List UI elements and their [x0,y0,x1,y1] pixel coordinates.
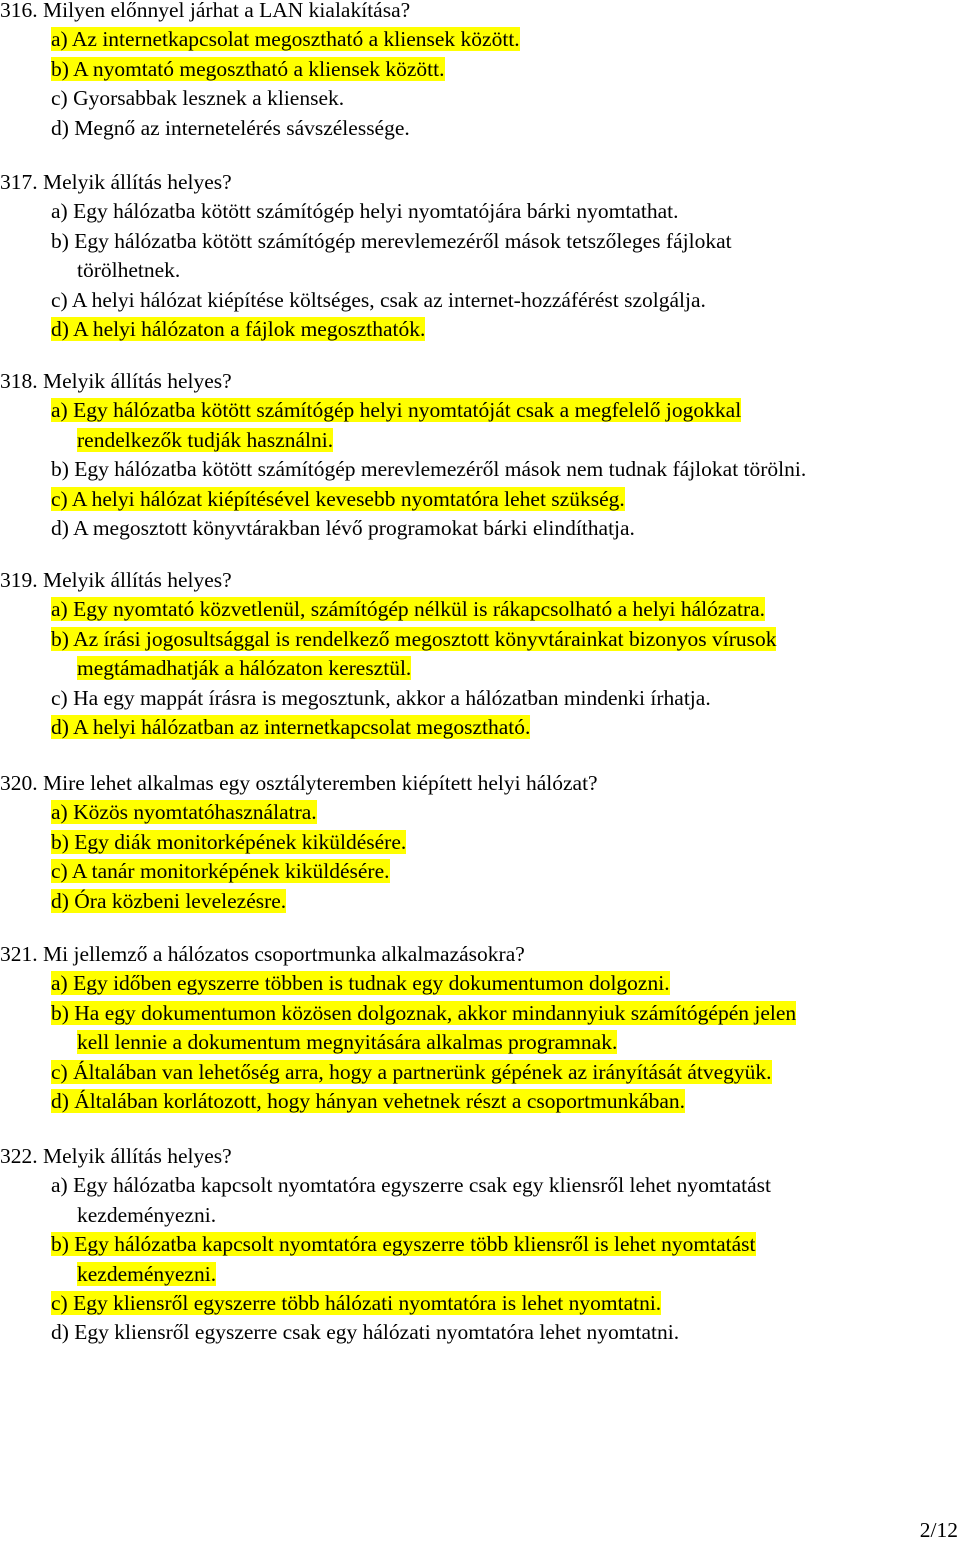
answer-option: d) A helyi hálózaton a fájlok megoszthatók. [51,316,426,341]
question-320 [0,769,960,916]
answer-continuation: kezdeményezni. [77,1202,217,1227]
question-321 [0,940,960,1116]
page-number: 2/12 [919,1518,958,1542]
answer-option: a) Az internetkapcsolat megosztható a kliensek között. [51,27,520,52]
answer-option: c) A helyi hálózat kiépítésével kevesebb nyomtatóra lehet szükség. [51,486,625,511]
answer-option: b) Egy hálózatba kötött számítógép merevlemezéről mások nem tudnak fájlokat törölni. [51,457,807,482]
question-title: 319. Melyik állítás helyes? [0,568,232,592]
question-title: 320. Mire lehet alkalmas egy osztályteremben kiépített helyi hálózat? [0,771,598,795]
answer-option: d) A helyi hálózatban az internetkapcsolat megosztható. [51,714,531,739]
answer-option: b) Az írási jogosultsággal is rendelkező megosztott könyvtárainkat bizonyos vírusok [51,626,777,651]
answer-continuation: megtámadhatják a hálózaton keresztül. [77,656,412,681]
answer-option: a) Egy hálózatba kötött számítógép helyi nyomtatóját csak a megfelelő jogokkal [51,398,742,423]
answer-option: d) A megosztott könyvtárakban lévő programokat bárki elindíthatja. [51,515,635,540]
answer-option: a) Közös nyomtatóhasználatra. [51,800,317,825]
answer-option: a) Egy nyomtató közvetlenül, számítógép nélkül is rákapcsolható a helyi hálózatra. [51,597,766,622]
question-title: 318. Melyik állítás helyes? [0,369,232,393]
answer-option: c) A tanár monitorképének kiküldésére. [51,859,390,884]
answer-option: b) Egy hálózatba kötött számítógép merevlemezéről mások tetszőleges fájlokat [51,228,732,253]
answer-option: c) Ha egy mappát írásra is megosztunk, akkor a hálózatban mindenki írhatja. [51,685,711,710]
question-316 [0,0,960,143]
answer-option: a) Egy időben egyszerre többen is tudnak egy dokumentumon dolgozni. [51,971,670,996]
answer-option: c) Gyorsabbak lesznek a kliensek. [51,86,345,111]
question-title: 317. Melyik állítás helyes? [0,170,232,194]
answer-option: c) A helyi hálózat kiépítése költséges, csak az internet-hozzáférést szolgálja. [51,287,706,312]
answer-option: d) Óra közbeni levelezésre. [51,888,287,913]
answer-continuation: rendelkezők tudják használni. [77,427,334,452]
question-318 [0,367,960,543]
answer-option: d) Általában korlátozott, hogy hányan vehetnek részt a csoportmunkában. [51,1088,686,1113]
question-title: 321. Mi jellemző a hálózatos csoportmunka alkalmazásokra? [0,942,525,966]
answer-option: d) Megnő az internetelérés sávszélessége. [51,115,410,140]
answer-option: b) Egy diák monitorképének kiküldésére. [51,829,407,854]
answer-option: d) Egy kliensről egyszerre csak egy hálózati nyomtatóra lehet nyomtatni. [51,1320,680,1345]
answer-option: b) A nyomtató megosztható a kliensek között. [51,56,445,81]
question-title: 316. Milyen előnnyel járhat a LAN kialakítása? [0,0,411,22]
answer-continuation: kezdeményezni. [77,1261,217,1286]
answer-option: b) Egy hálózatba kapcsolt nyomtatóra egyszerre több kliensről is lehet nyomtatást [51,1232,756,1257]
question-317 [0,168,960,344]
question-322 [0,1142,960,1348]
answer-option: c) Egy kliensről egyszerre több hálózati nyomtatóra is lehet nyomtatni. [51,1290,662,1315]
answer-continuation: kell lennie a dokumentum megnyitására alkalmas programnak. [77,1030,618,1055]
answer-option: a) Egy hálózatba kötött számítógép helyi nyomtatójára bárki nyomtathat. [51,199,679,224]
answer-continuation: törölhetnek. [77,258,181,283]
answer-option: c) Általában van lehetőség arra, hogy a partnerünk gépének az irányítását átvegyük. [51,1059,772,1084]
answer-option: b) Ha egy dokumentumon közösen dolgoznak, akkor mindannyiuk számítógépén jelen [51,1000,797,1025]
question-319 [0,566,960,742]
answer-option: a) Egy hálózatba kapcsolt nyomtatóra egyszerre csak egy kliensről lehet nyomtatást [51,1173,771,1198]
question-title: 322. Melyik állítás helyes? [0,1144,232,1168]
